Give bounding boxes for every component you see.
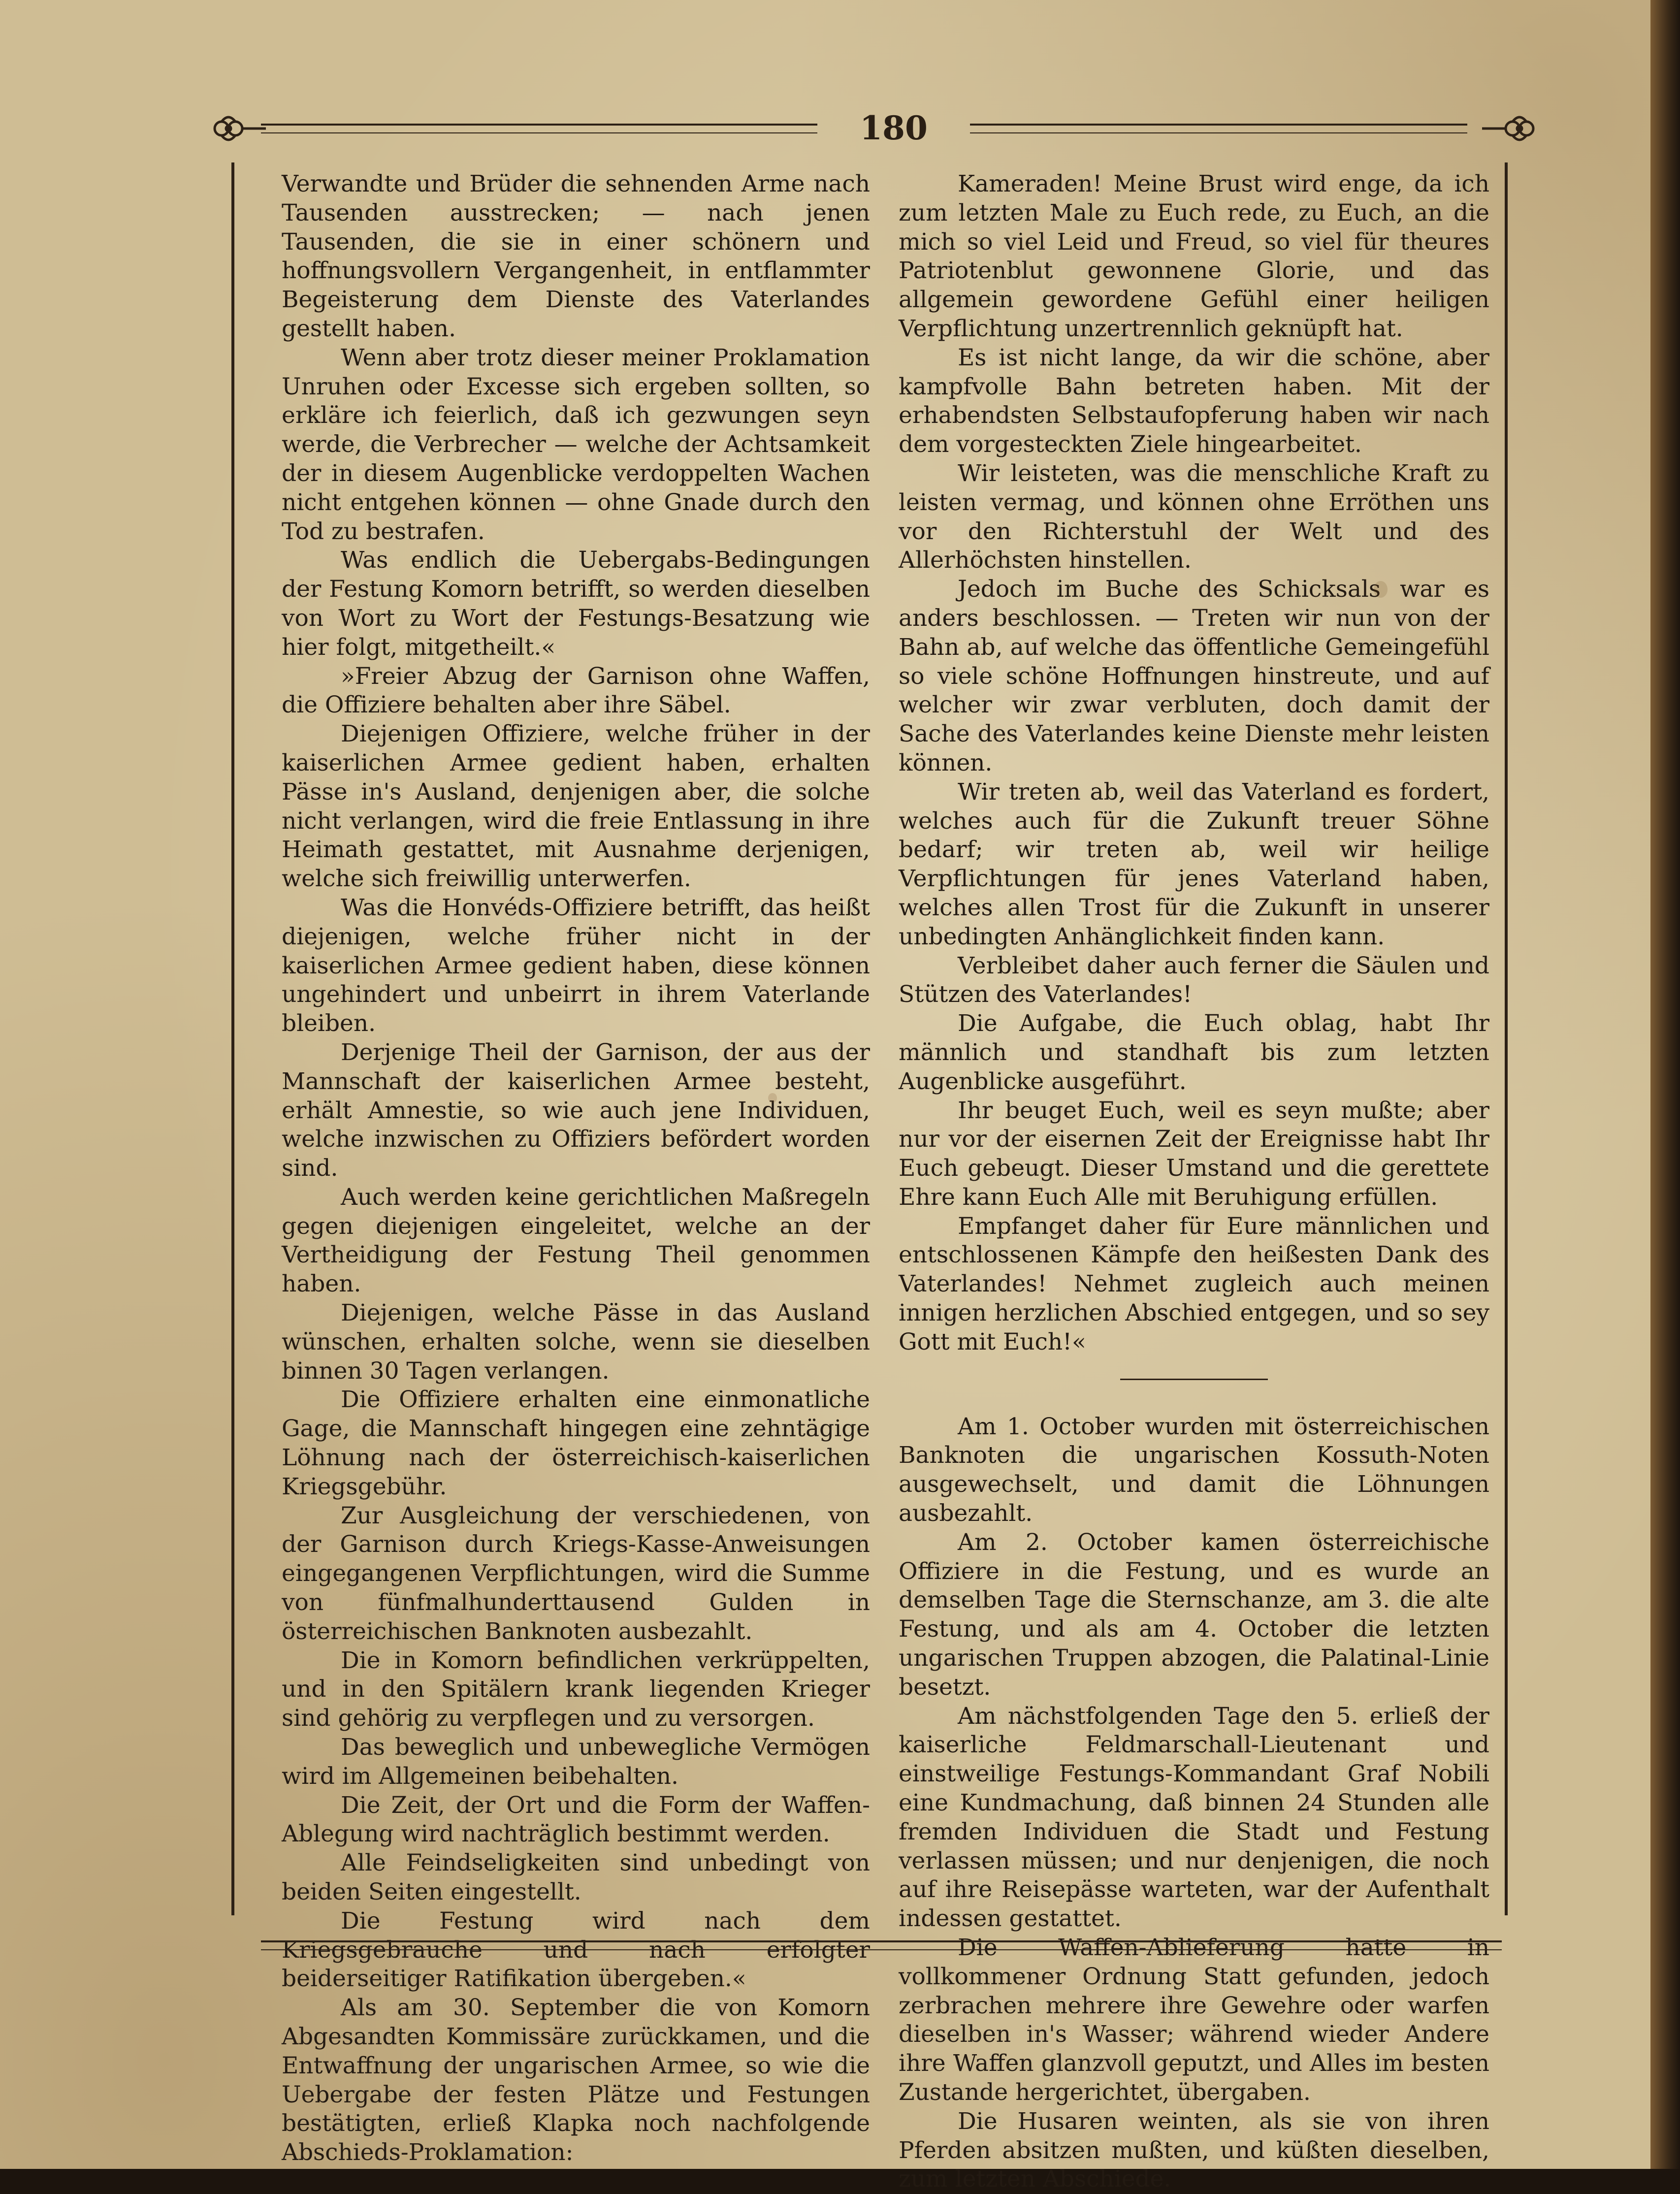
paragraph: Ihr beuget Euch, weil es seyn mußte; aber nur vor der eisernen Zeit der Ereignisse habt Ihr Euch gebeugt. Dieser Umstand und die gerettete Ehre kann Euch Alle mit Beruhigung erfüllen. xyxy=(899,1097,1489,1211)
paragraph: Die in Komorn befindlichen verkrüppelten, und in den Spitälern krank liegenden Krieger sind gehörig zu verpflegen und zu versorgen. xyxy=(282,1646,870,1732)
paragraph: Was die Honvéds-Offiziere betrifft, das heißt diejenigen, welche früher nicht in der kaiserlichen Armee gedient haben, diese können ungehindert und unbeirrt in ihrem Vaterlande bleiben. xyxy=(282,894,870,1037)
paragraph: Alle Feindseligkeiten sind unbedingt von beiden Seiten eingestellt. xyxy=(282,1849,870,1906)
page-header xyxy=(217,106,1546,150)
header-rule-right xyxy=(970,124,1467,133)
report-text xyxy=(899,1413,1489,2194)
paragraph: Derjenige Theil der Garnison, der aus der Mannschaft der kaiserlichen Armee besteht, erhält Amnestie, so wie auch jene Individuen, welche inzwischen zu Offiziers befördert worden sind. xyxy=(282,1038,870,1182)
page-number: 180 xyxy=(860,109,928,147)
footer-rule xyxy=(261,1940,1502,1950)
paragraph: Kameraden! Meine Brust wird enge, da ich zum letzten Male zu Euch rede, zu Euch, an die mich so viel Leid und Freud, so viel für theures Patriotenblut gewonnene Glorie, und das allgemein gewordene Gefühl einer heiligen Verpflichtung unzertrennlich geknüpft hat. xyxy=(899,170,1489,342)
section-divider xyxy=(1120,1379,1268,1380)
paragraph: Das beweglich und unbewegliche Vermögen wird im Allgemeinen beibehalten. xyxy=(282,1734,870,1790)
paragraph: Am 1. October wurden mit österreichischen Banknoten die ungarischen Kossuth-Noten ausgewechselt, und damit die Löhnungen ausbezahlt. xyxy=(899,1413,1489,1527)
paragraph: Am nächstfolgenden Tage den 5. erließ der kaiserliche Feldmarschall-Lieutenant und einstweilige Festungs-Kommandant Graf Nobili eine Kundmachung, daß binnen 24 Stunden alle fremden Individuen die Stadt und Festung verlassen müssen; und nur denjenigen, die noch auf ihre Reisepässe warteten, war der Aufenthalt indessen gestattet. xyxy=(899,1702,1489,1933)
paragraph: Empfanget daher für Eure männlichen und entschlossenen Kämpfe den heißesten Dank des Vaterlandes! Nehmet zugleich auch meinen innigen herzlichen Abschied entgegen, und so sey Gott mit Euch!« xyxy=(899,1212,1489,1355)
paragraph: Wir treten ab, weil das Vaterland es fordert, welches auch für die Zukunft treuer Söhne bedarf; wir treten ab, weil wir heilige Verpflichtungen für jenes Vaterland haben, welches allen Trost für die Zukunft in unserer unbedingten Anhänglichkeit finden kann. xyxy=(899,778,1489,950)
book-spine xyxy=(1650,0,1680,2169)
header-rule-left xyxy=(261,124,817,133)
paragraph: Verwandte und Brüder die sehnenden Arme nach Tausenden ausstrecken; — nach jenen Tausenden, die sie in einer schönern und hoffnungsvollern Vergangenheit, in entflammter Begeisterung dem Dienste des Vaterlandes gestellt haben. xyxy=(282,170,870,342)
page-footer-rule xyxy=(217,1923,1546,1962)
paragraph: Zur Ausgleichung der verschiedenen, von der Garnison durch Kriegs-Kasse-Anweisungen eingegangenen Verpflichtungen, wird die Summe von fünfmalhunderttausend Gulden in österreichischen Banknoten ausbezahlt. xyxy=(282,1502,870,1645)
paragraph: Diejenigen Offiziere, welche früher in der kaiserlichen Armee gedient haben, erhalten Pässe in's Ausland, denjenigen aber, die solche nicht verlangen, wird die freie Entlassung in ihre Heimath gestattet, mit Ausnahme derjenigen, welche sich freiwillig unterwerfen. xyxy=(282,720,870,893)
paragraph: Wir leisteten, was die menschliche Kraft zu leisten vermag, und können ohne Erröthen uns vor den Richterstuhl der Welt und des Allerhöchsten hinstellen. xyxy=(899,459,1489,574)
paragraph: »Freier Abzug der Garnison ohne Waffen, die Offiziere behalten aber ihre Säbel. xyxy=(282,662,870,719)
paragraph: Jedoch im Buche des Schicksals war es anders beschlossen. — Treten wir nun von der Bahn ab, auf welche das öffentliche Gemeingefühl so viele schöne Hoffnungen hinstreute, und auf welcher wir zwar verbluten, doch damit der Sache des Vaterlandes keine Dienste mehr leisten können. xyxy=(899,576,1489,776)
paragraph: Verbleibet daher auch ferner die Säulen und Stützen des Vaterlandes! xyxy=(899,952,1489,1008)
proclamation-text xyxy=(899,170,1489,1357)
ink-stain xyxy=(1374,581,1388,598)
ornament-right-icon xyxy=(1477,111,1536,146)
paragraph: Die Offiziere erhalten eine einmonatliche Gage, die Mannschaft hingegen eine zehntägige Löhnung nach der österreichisch-kaiserlichen Kriegsgebühr. xyxy=(282,1386,870,1500)
right-column xyxy=(899,170,1489,2194)
paragraph: Die Festung wird nach dem Kriegsgebrauche und nach erfolgter beiderseitiger Ratifikation übergeben.« xyxy=(282,1907,870,1993)
paragraph: Die Husaren weinten, als sie von ihren Pferden absitzen mußten, und küßten dieselben, zum letzten Abschiede. xyxy=(899,2107,1489,2193)
paragraph: Als am 30. September die von Komorn Abgesandten Kommissäre zurückkamen, und die Entwaffnung der ungarischen Armee, so wie die Uebergabe der festen Plätze und Festungen bestätigten, erließ Klapka noch nachfolgende Abschieds-Proklamation: xyxy=(282,1994,870,2166)
paragraph: Es ist nicht lange, da wir die schöne, aber kampfvolle Bahn betreten haben. Mit der erhabendsten Selbstaufopferung haben wir nach dem vorgesteckten Ziele hingearbeitet. xyxy=(899,344,1489,458)
paragraph: Die Aufgabe, die Euch oblag, habt Ihr männlich und standhaft bis zum letzten Augenblicke ausgeführt. xyxy=(899,1010,1489,1095)
paragraph: Diejenigen, welche Pässe in das Ausland wünschen, erhalten solche, wenn sie dieselben binnen 30 Tagen verlangen. xyxy=(282,1299,870,1385)
paragraph: Auch werden keine gerichtlichen Maßregeln gegen diejenigen eingeleitet, welche an der Vertheidigung der Festung Theil genommen haben. xyxy=(282,1183,870,1298)
ink-stain xyxy=(768,1093,777,1103)
paragraph: Am 2. October kamen österreichische Offiziere in die Festung, und es wurde an demselben Tage die Sternschanze, am 3. die alte Festung, und als am 4. October die letzten ungarischen Truppen abzogen, die Palatinal-Linie besetzt. xyxy=(899,1528,1489,1701)
paragraph: Wenn aber trotz dieser meiner Proklamation Unruhen oder Excesse sich ergeben sollten, so erkläre ich feierlich, daß ich gezwungen seyn werde, die Verbrecher — welche der Achtsamkeit der in diesem Augenblicke verdoppelten Wachen nicht entgehen können — ohne Gnade durch den Tod zu bestrafen. xyxy=(282,344,870,545)
paragraph: Was endlich die Uebergabs-Bedingungen der Festung Komorn betrifft, so werden dieselben von Wort zu Wort der Festungs-Besatzung wie hier folgt, mitgetheilt.« xyxy=(282,547,870,661)
paragraph: Die Zeit, der Ort und die Form der Waffen-Ablegung wird nachträglich bestimmt werden. xyxy=(282,1791,870,1848)
left-column xyxy=(282,170,870,2167)
paragraph: Die Waffen-Ablieferung hatte in vollkommener Ordnung Statt gefunden, jedoch zerbrachen mehrere ihre Gewehre oder warfen dieselben in's Wasser; während wieder Andere ihre Waffen glanzvoll geputzt, und Alles im besten Zustande hergerichtet, übergaben. xyxy=(899,1934,1489,2106)
